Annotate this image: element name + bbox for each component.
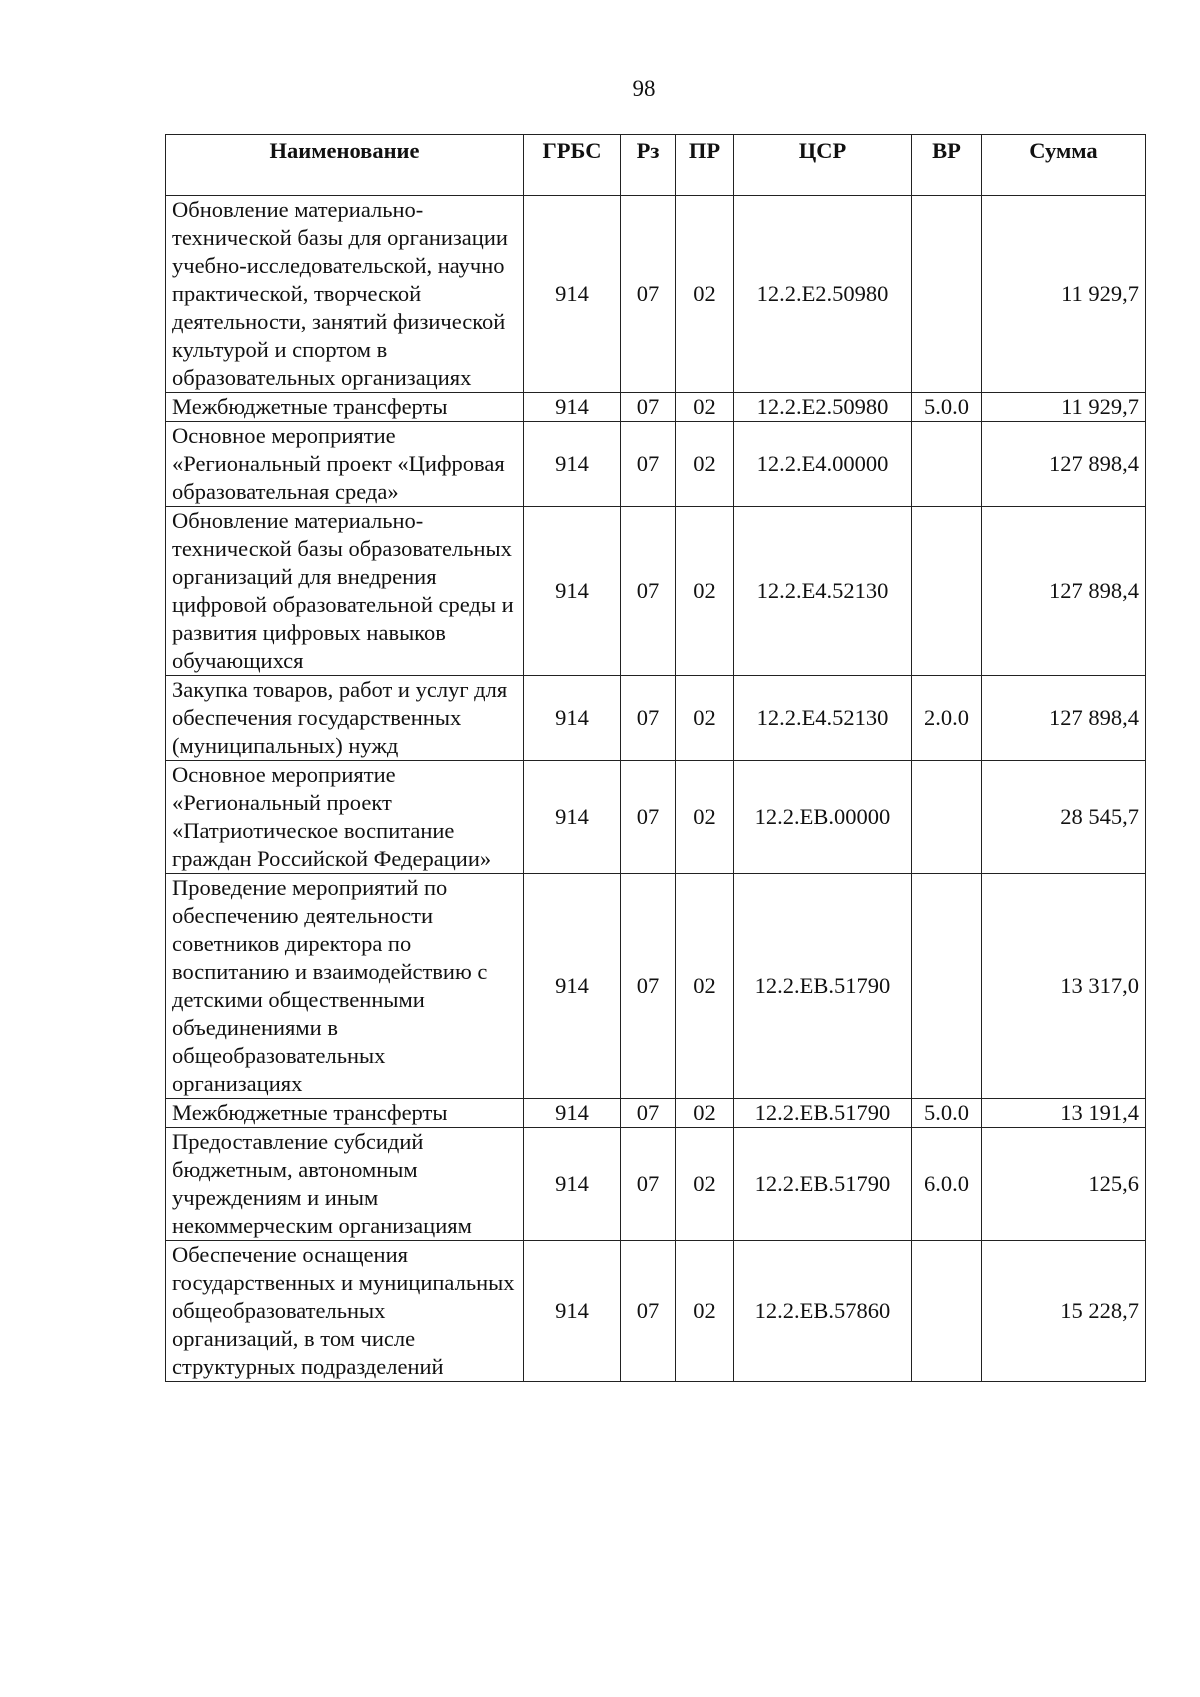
- header-sum: Сумма: [982, 135, 1146, 196]
- cell-rz: 07: [621, 196, 676, 393]
- cell-rz: 07: [621, 507, 676, 676]
- cell-csr: 12.2.E4.52130: [734, 676, 912, 761]
- cell-pr: 02: [676, 507, 734, 676]
- cell-vr: [912, 761, 982, 874]
- cell-rz: 07: [621, 1099, 676, 1128]
- cell-name: Основное мероприятие «Региональный проект «Патриотическое воспитание граждан Российской Федерации»: [166, 761, 524, 874]
- table-row: [166, 422, 1146, 507]
- cell-pr: 02: [676, 1241, 734, 1382]
- cell-name: Проведение мероприятий по обеспечению деятельности советников директора по воспитанию и взаимодействию с детскими общественными объединениями в общеобразовательных организациях: [166, 874, 524, 1099]
- cell-rz: 07: [621, 422, 676, 507]
- cell-vr: [912, 1241, 982, 1382]
- cell-pr: 02: [676, 422, 734, 507]
- cell-vr: 6.0.0: [912, 1128, 982, 1241]
- table-row: [166, 676, 1146, 761]
- cell-pr: 02: [676, 874, 734, 1099]
- cell-rz: 07: [621, 761, 676, 874]
- cell-grbs: 914: [524, 676, 621, 761]
- cell-sum: 15 228,7: [982, 1241, 1146, 1382]
- cell-grbs: 914: [524, 196, 621, 393]
- header-rz: Рз: [621, 135, 676, 196]
- cell-pr: 02: [676, 196, 734, 393]
- cell-sum: 127 898,4: [982, 676, 1146, 761]
- cell-vr: [912, 196, 982, 393]
- table-row: [166, 1099, 1146, 1128]
- cell-grbs: 914: [524, 507, 621, 676]
- cell-sum: 11 929,7: [982, 196, 1146, 393]
- cell-vr: [912, 507, 982, 676]
- header-name: Наименование: [166, 135, 524, 196]
- cell-rz: 07: [621, 393, 676, 422]
- cell-rz: 07: [621, 676, 676, 761]
- cell-name: Предоставление субсидий бюджетным, автономным учреждениям и иным некоммерческим организациям: [166, 1128, 524, 1241]
- table-row: [166, 507, 1146, 676]
- cell-csr: 12.2.E4.52130: [734, 507, 912, 676]
- table-row: [166, 1128, 1146, 1241]
- cell-pr: 02: [676, 761, 734, 874]
- cell-name: Обеспечение оснащения государственных и муниципальных общеобразовательных организаций, в том числе структурных подразделений: [166, 1241, 524, 1382]
- cell-name: Основное мероприятие «Региональный проект «Цифровая образовательная среда»: [166, 422, 524, 507]
- cell-csr: 12.2.E4.00000: [734, 422, 912, 507]
- cell-pr: 02: [676, 1099, 734, 1128]
- table-row: [166, 874, 1146, 1099]
- cell-grbs: 914: [524, 422, 621, 507]
- table-row: [166, 1241, 1146, 1382]
- cell-csr: 12.2.E2.50980: [734, 393, 912, 422]
- cell-name: Обновление материально-технической базы образовательных организаций для внедрения цифровой образовательной среды и развития цифровых навыков обучающихся: [166, 507, 524, 676]
- cell-csr: 12.2.EB.51790: [734, 874, 912, 1099]
- cell-pr: 02: [676, 393, 734, 422]
- cell-sum: 127 898,4: [982, 507, 1146, 676]
- cell-name: Межбюджетные трансферты: [166, 1099, 524, 1128]
- table-row: [166, 393, 1146, 422]
- cell-sum: 127 898,4: [982, 422, 1146, 507]
- cell-sum: 125,6: [982, 1128, 1146, 1241]
- cell-sum: 13 317,0: [982, 874, 1146, 1099]
- cell-grbs: 914: [524, 1099, 621, 1128]
- header-pr: ПР: [676, 135, 734, 196]
- header-grbs: ГРБС: [524, 135, 621, 196]
- cell-grbs: 914: [524, 874, 621, 1099]
- cell-csr: 12.2.EB.57860: [734, 1241, 912, 1382]
- cell-name: Обновление материально-технической базы для организации учебно-исследовательской, научно практической, творческой деятельности, занятий физической культурой и спортом в образовательных организациях: [166, 196, 524, 393]
- cell-vr: [912, 422, 982, 507]
- cell-rz: 07: [621, 1128, 676, 1241]
- cell-rz: 07: [621, 1241, 676, 1382]
- cell-grbs: 914: [524, 1128, 621, 1241]
- cell-csr: 12.2.EB.51790: [734, 1128, 912, 1241]
- table-row: [166, 196, 1146, 393]
- cell-pr: 02: [676, 676, 734, 761]
- cell-rz: 07: [621, 874, 676, 1099]
- page-number: 98: [632, 76, 656, 101]
- cell-csr: 12.2.EB.51790: [734, 1099, 912, 1128]
- cell-name: Закупка товаров, работ и услуг для обеспечения государственных (муниципальных) нужд: [166, 676, 524, 761]
- cell-grbs: 914: [524, 761, 621, 874]
- cell-pr: 02: [676, 1128, 734, 1241]
- cell-vr: [912, 874, 982, 1099]
- cell-grbs: 914: [524, 1241, 621, 1382]
- cell-vr: 5.0.0: [912, 1099, 982, 1128]
- cell-sum: 11 929,7: [982, 393, 1146, 422]
- cell-grbs: 914: [524, 393, 621, 422]
- cell-csr: 12.2.EB.00000: [734, 761, 912, 874]
- cell-csr: 12.2.E2.50980: [734, 196, 912, 393]
- cell-vr: 5.0.0: [912, 393, 982, 422]
- cell-vr: 2.0.0: [912, 676, 982, 761]
- cell-sum: 13 191,4: [982, 1099, 1146, 1128]
- budget-table: [165, 134, 1146, 1382]
- cell-sum: 28 545,7: [982, 761, 1146, 874]
- header-csr: ЦСР: [734, 135, 912, 196]
- cell-name: Межбюджетные трансферты: [166, 393, 524, 422]
- header-vr: ВР: [912, 135, 982, 196]
- table-row: [166, 761, 1146, 874]
- table-header-row: [166, 135, 1146, 196]
